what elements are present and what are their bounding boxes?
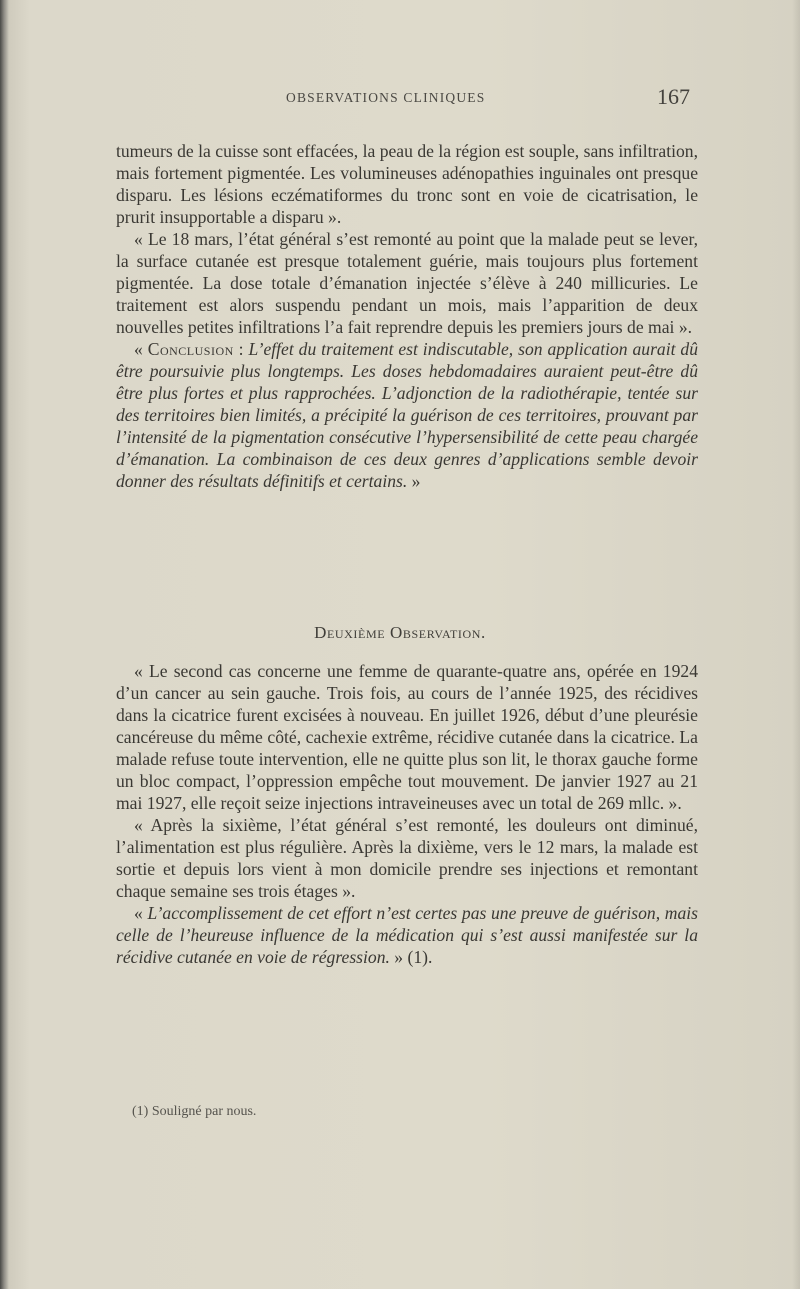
quote-mark: « [134, 339, 148, 359]
conclusion-text: L’effet du traitement est indiscutable, son application aurait dû être poursuivie plus longtemps. Les doses hebdomadaires auraient peut-être dû être plus fortes et plus rapprochées. L’adjonction de la radiothérapie, tentée sur des territoires bien limités, a précipité la guérison de ces territoires, prouvant par l’intensité de la pigmentation consécutive l’hypersensibilité de cette peau chargée d’émanation. La combinaison de ces deux genres d’applications semble devoir donner des résultats définitifs et certains. [116, 339, 699, 491]
paragraph: « Après la sixième, l’état général s’est remonté, les douleurs ont diminué, l’alimentation est plus régulière. Après la dixième, vers le 12 mars, la malade est sortie et depuis lors vient à mon domicile prendre ses injections et remontant chaque semaine ses trois étages ». [116, 815, 698, 901]
second-observation-text [116, 660, 698, 968]
page-edge-shadow [792, 0, 800, 1289]
section-heading: Deuxième Observation. [314, 623, 486, 642]
page-header [0, 86, 800, 110]
conclusion-paragraph [116, 338, 698, 492]
paragraph: « Le 18 mars, l’état général s’est remonté au point que la malade peut se lever, la surface cutanée est presque totalement guérie, mais toujours plus fortement pigmentée. La dose totale d’émanation injectée s’élève à 240 millicuries. Le traitement est alors suspendu pendant un mois, mais l’apparition de deux nouvelles petites infiltrations l’a fait reprendre depuis les premiers jours de mai ». [116, 229, 698, 337]
conclusion-label: Conclusion [147, 339, 234, 359]
paragraph: « Le second cas concerne une femme de quarante-quatre ans, opérée en 1924 d’un cancer au sein gauche. Trois fois, au cours de l’année 1925, des récidives dans la cicatrice furent excisées à nouveau. En juillet 1926, début d’une pleurésie cancéreuse du même côté, cachexie extrême, récidive cutanée dans la cicatrice. La malade refuse toute intervention, elle ne quitte plus son lit, le thorax gauche forme un bloc compact, l’oppression empêche tout mouvement. De janvier 1927 au 21 mai 1927, elle reçoit seize injections intraveineuses avec un total de 269 mllc. ». [116, 661, 698, 813]
page-number: 167 [657, 84, 690, 109]
footnote: (1) Souligné par nous. [132, 1104, 257, 1119]
emphasized-paragraph [116, 902, 698, 968]
emphasized-text: L’accomplissement de cet effort n’est certes pas une preuve de guérison, mais celle de l’heureuse influence de la médication qui s’est aussi manifestée sur la récidive cutanée en voie de régression. [116, 903, 698, 967]
quote-mark: » [407, 471, 421, 491]
running-title: OBSERVATIONS CLINIQUES [286, 90, 486, 105]
first-observation-text [116, 140, 698, 492]
quote-mark: « [134, 903, 148, 923]
paragraph: tumeurs de la cuisse sont effacées, la peau de la région est souple, sans infiltration, mais fortement pigmentée. Les volumineuses adénopathies inguinales ont presque disparu. Les lésions eczématiformes du tronc sont en voie de cicatrisation, le prurit insupportable a disparu ». [116, 141, 698, 227]
footnote-reference: » (1). [389, 947, 433, 967]
colon: : [233, 339, 249, 359]
